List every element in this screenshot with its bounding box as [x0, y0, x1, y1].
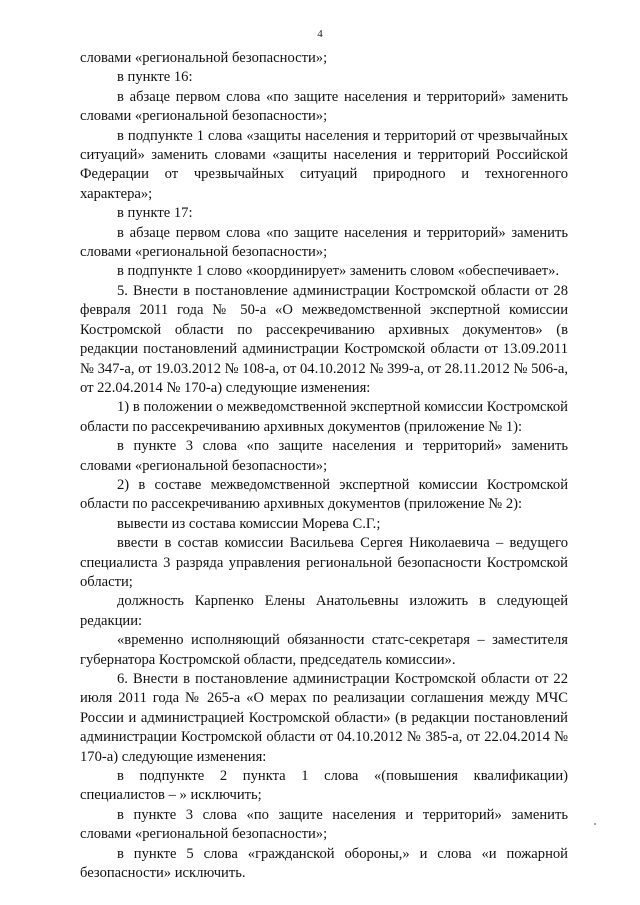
- paragraph: должность Карпенко Елены Анатольевны изложить в следующей редакции:: [80, 593, 568, 629]
- paragraph: в пункте 3 слова «по защите населения и территорий» заменить словами «региональной безопасности»;: [80, 806, 568, 843]
- paragraph: словами «региональной безопасности»;: [80, 50, 328, 66]
- paragraph: в пункте 16:: [117, 69, 193, 86]
- paragraph: в пункте 5 слова «гражданской обороны,» и слова «и пожарной безопасности» исключить.: [80, 845, 568, 882]
- paragraph: вывести из состава комиссии Морева С.Г.;: [117, 515, 381, 532]
- paragraph: в абзаце первом слова «по защите населения и территорий» заменить словами «региональной безопасности»;: [80, 224, 568, 261]
- paragraph: в подпункте 2 пункта 1 слова «(повышения квалификации) специалистов – » исключить;: [80, 768, 568, 804]
- paragraph: 1) в положении о межведомственной экспертной комиссии Костромской области по рассекречиванию архивных документов (приложение № 1):: [80, 399, 568, 435]
- paragraph: в абзаце первом слова «по защите населения и территорий» заменить словами «региональной безопасности»;: [80, 88, 568, 125]
- paragraph: в подпункте 1 слово «координирует» заменить словом «обеспечивает».: [117, 263, 560, 280]
- document-body: [80, 49, 568, 883]
- scan-speck: [594, 823, 596, 825]
- paragraph: «временно исполняющий обязанности статс-секретаря – заместителя губернатора Костромской области, председатель комиссии».: [80, 632, 568, 668]
- paragraph: в пункте 3 слова «по защите населения и территорий» заменить словами «региональной безопасности»;: [80, 438, 568, 474]
- paragraph: 6. Внести в постановление администрации Костромской области от 22 июля 2011 года № 265-а «О мерах по реализации соглашения между МЧС России и администрацией Костромской области» (в редакции постановлений администрации Костромской области от 04.10.2012 № 385-а, от 22.04.2014 № 170-а) следующие изменения:: [80, 671, 568, 765]
- paragraph: в подпункте 1 слова «защиты населения и территорий от чрезвычайных ситуаций» заменить словами «защиты населения и территорий Российской Федерации от чрезвычайных ситуаций природного и техногенного характера»;: [80, 127, 568, 202]
- paragraph: 5. Внести в постановление администрации Костромской области от 28 февраля 2011 года № 50-а «О межведомственной экспертной комиссии Костромской области по рассекречиванию архивных документов» (в редакции постановлений администрации Костромской области от 13.09.2011 № 347-а, от 19.03.2012 № 108-а, от 04.10.2012 № 399-а, от 28.11.2012 № 506-а, от 22.04.2014 № 170-а) следующие изменения:: [80, 282, 568, 396]
- page-number: 4: [317, 28, 323, 40]
- paragraph: в пункте 17:: [117, 205, 193, 222]
- paragraph: ввести в состав комиссии Васильева Сергея Николаевича – ведущего специалиста 3 разряда управления региональной безопасности Костромской области;: [80, 535, 568, 590]
- paragraph: 2) в составе межведомственной экспертной комиссии Костромской области по рассекречиванию архивных документов (приложение № 2):: [80, 476, 568, 513]
